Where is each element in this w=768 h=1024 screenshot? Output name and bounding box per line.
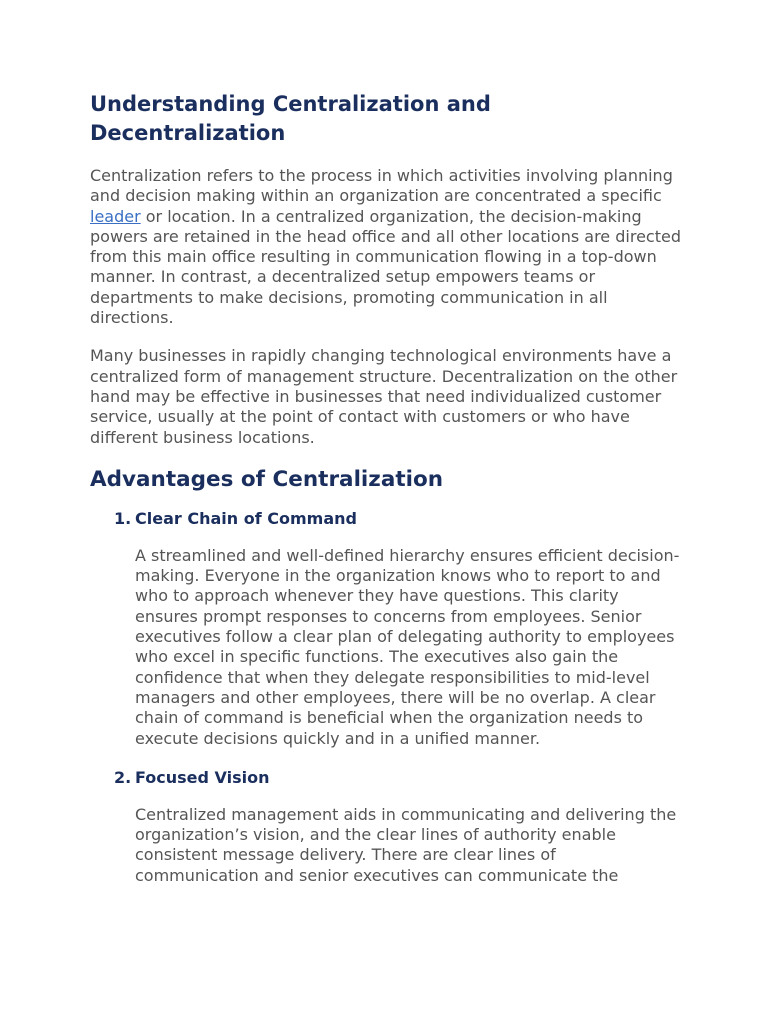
page-title: Understanding Centralization and Decentralization	[90, 92, 491, 145]
leader-link[interactable]: leader	[90, 206, 141, 226]
advantage-title-2: Focused Vision	[135, 767, 270, 787]
intro-text-start: Centralization refers to the process in which activities involving planning and decision making within an organization are concentrated a specific	[90, 166, 673, 206]
advantage-number-1: 1.	[114, 508, 132, 528]
advantage-title-1: Clear Chain of Command	[135, 508, 357, 528]
intro-paragraph	[90, 166, 690, 328]
advantage-item-1	[90, 508, 690, 749]
document	[90, 90, 690, 886]
second-paragraph: Many businesses in rapidly changing technological environments have a centralized form of management structure. Decentralization on the other hand may be effective in businesses that need individualized customer service, usually at the point of contact with customers or who have different business locations.	[90, 346, 678, 447]
advantage-heading-1	[114, 508, 690, 530]
advantage-body-2: Centralized management aids in communicating and delivering the organization’s vision, and the clear lines of authority enable consistent message delivery. There are clear lines of communication and senior executives can communicate the	[135, 804, 677, 885]
section-heading: Advantages of Centralization	[90, 466, 444, 492]
advantage-number-2: 2.	[114, 767, 132, 787]
advantage-item-2	[90, 767, 690, 886]
advantage-body-1: A streamlined and well-defined hierarchy ensures efficient decision-making. Everyone in the organization knows who to report to and who to approach whenever they have questions. This clarity ensures prompt responses to concerns from employees. Senior executives follow a clear plan of delegating authority to employees who excel in specific functions. The executives also gain the confidence that when they delegate responsibilities to mid-level managers and other employees, there will be no overlap. A clear chain of command is beneficial when the organization needs to execute decisions quickly and in a unified manner.	[135, 545, 680, 748]
advantage-heading-2	[114, 767, 690, 789]
intro-text-end: or location. In a centralized organization, the decision-making powers are retained in the head office and all other locations are directed from this main office resulting in communication flowing in a top-down manner. In contrast, a decentralized setup empowers teams or departments to make decisions, promoting communication in all directions.	[90, 206, 681, 328]
